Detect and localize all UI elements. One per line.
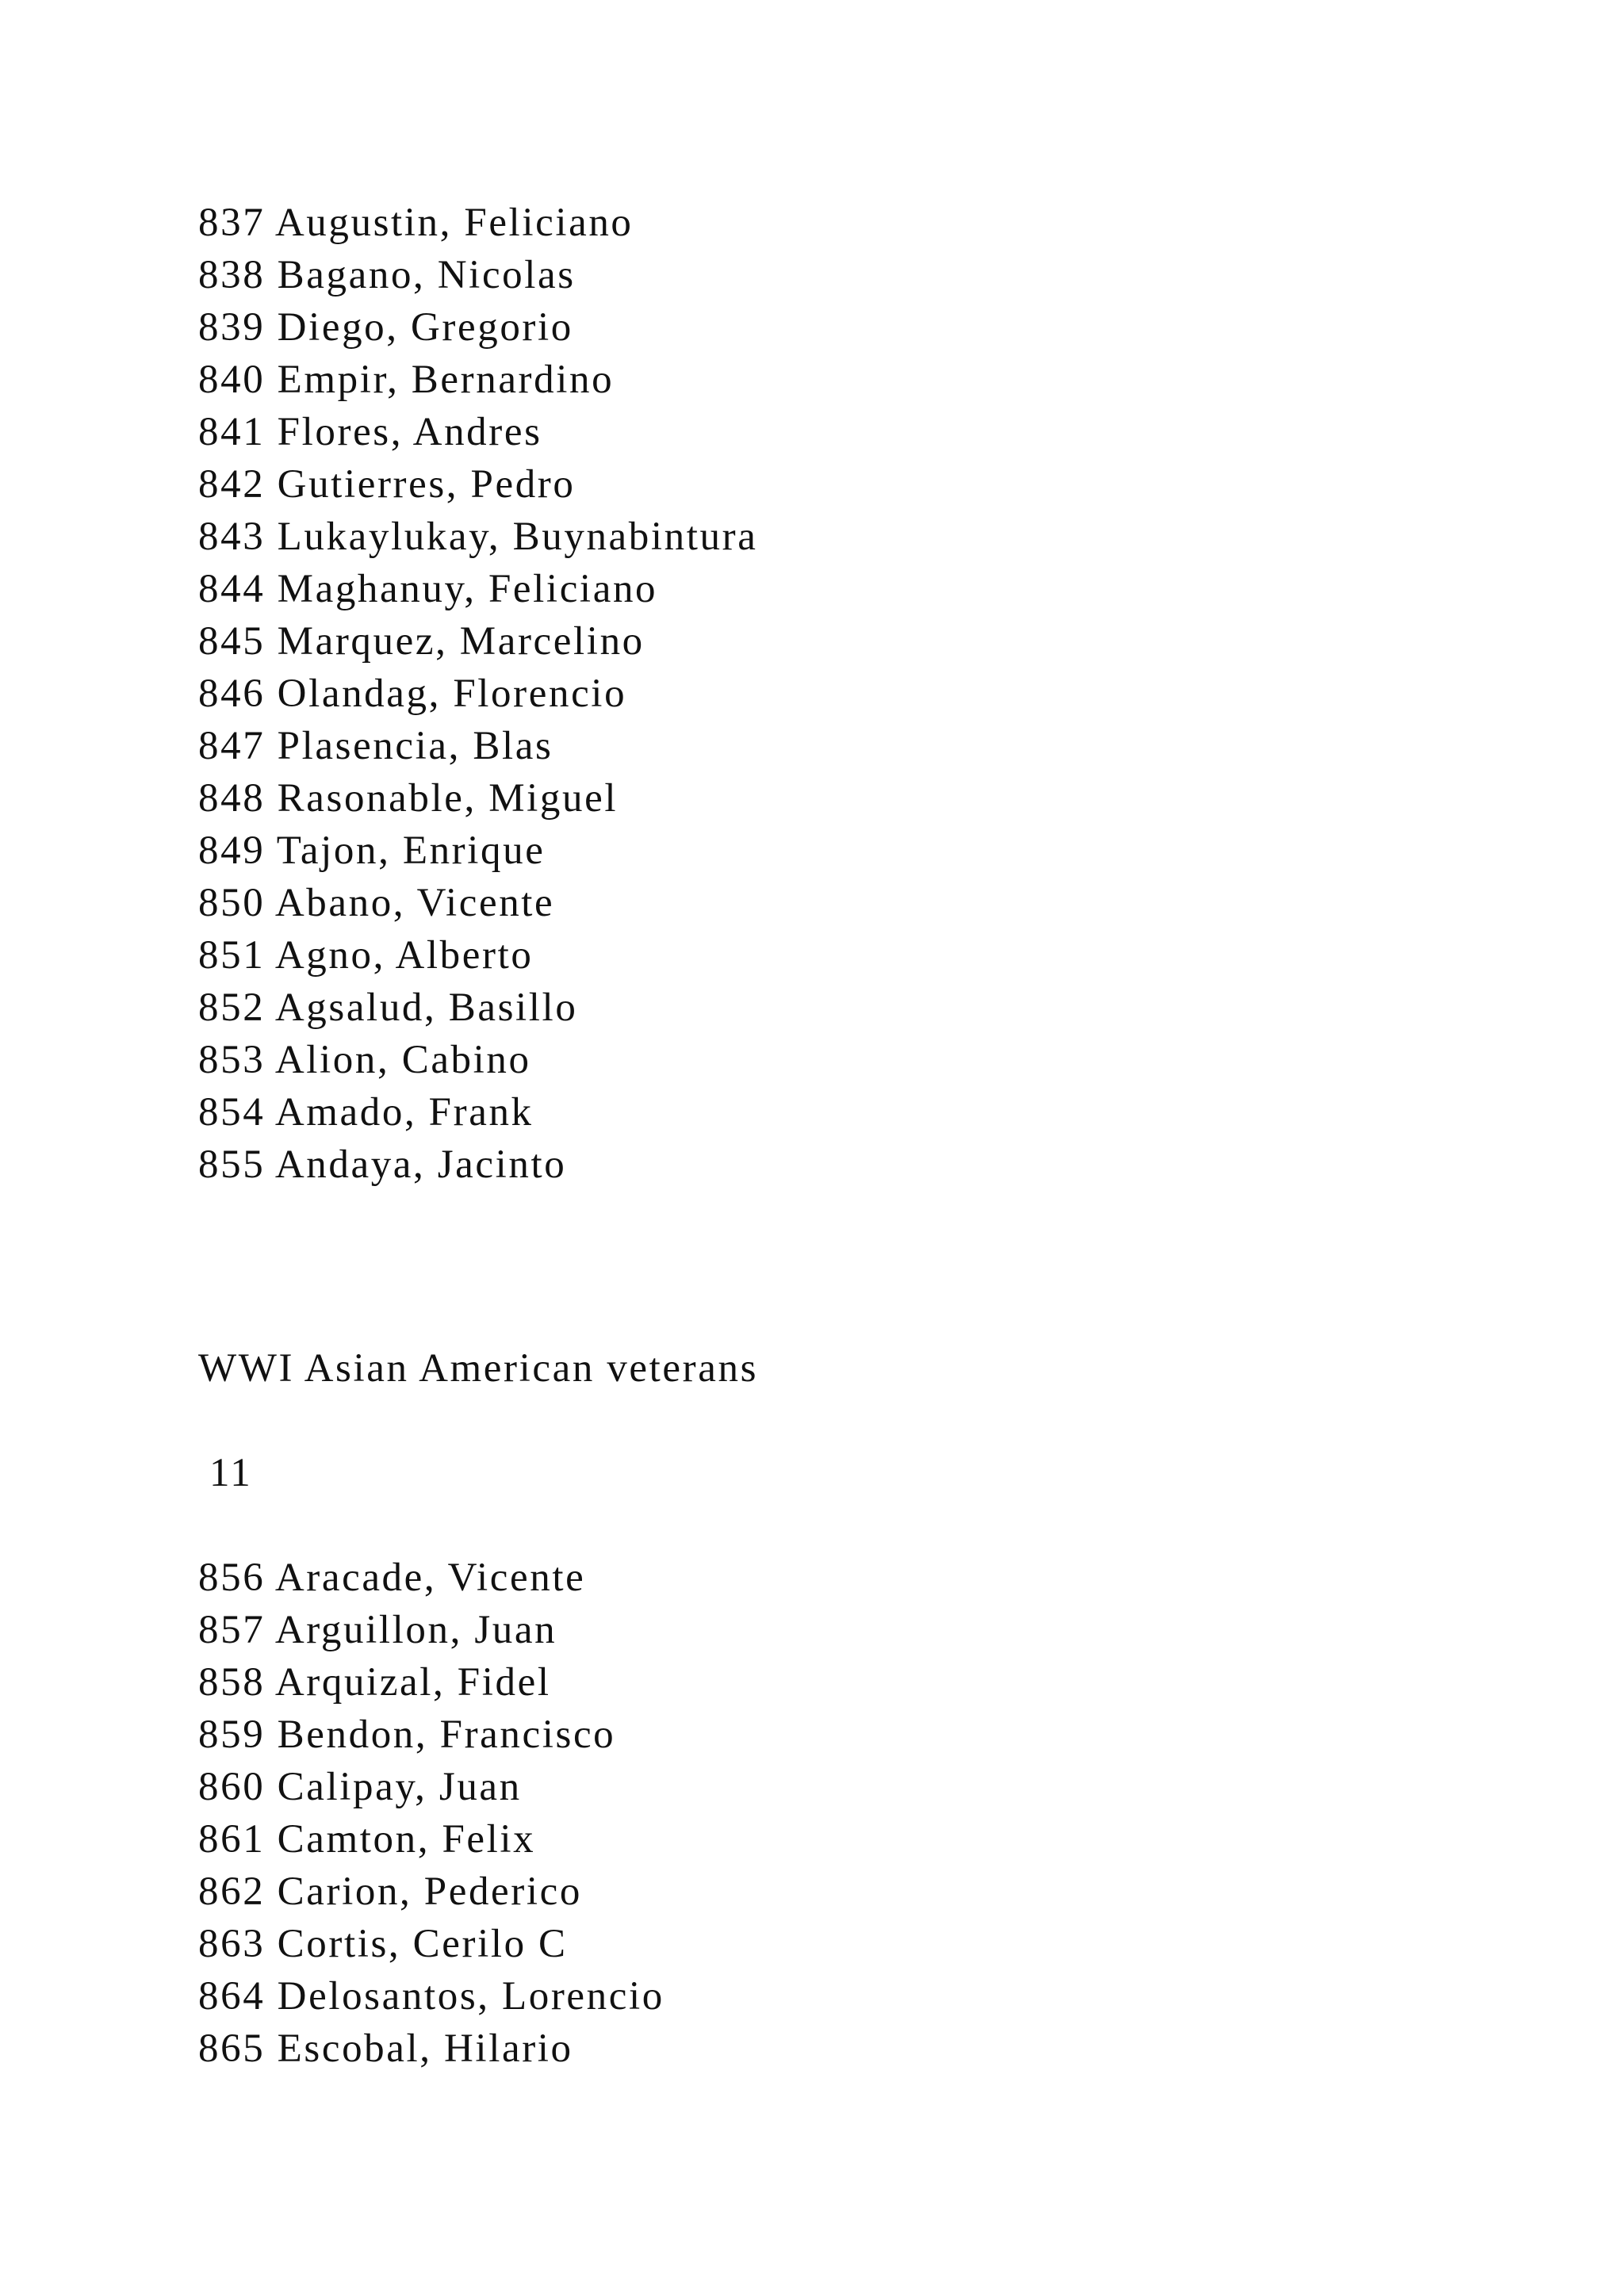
list-item: 843 Lukaylukay, Buynabintura [198, 515, 758, 559]
list-item: 863 Cortis, Cerilo C [198, 1922, 568, 1966]
list-item: 845 Marquez, Marcelino [198, 619, 645, 664]
list-item: 864 Delosantos, Lorencio [198, 1974, 665, 2019]
list-item: 853 Alion, Cabino [198, 1038, 531, 1082]
veteran-list-second [198, 1552, 665, 2075]
list-item: 844 Maghanuy, Feliciano [198, 567, 658, 611]
list-item: 862 Carion, Pederico [198, 1869, 582, 1914]
list-item: 865 Escobal, Hilario [198, 2026, 573, 2071]
list-item: 854 Amado, Frank [198, 1090, 534, 1135]
list-item: 850 Abano, Vicente [198, 881, 555, 925]
page-number: 11 [209, 1451, 253, 1495]
veteran-list-first [198, 197, 757, 1191]
list-item: 841 Flores, Andres [198, 410, 542, 454]
list-item: 837 Augustin, Feliciano [198, 201, 634, 245]
list-item: 839 Diego, Gregorio [198, 305, 573, 350]
list-item: 840 Empir, Bernardino [198, 358, 615, 402]
running-header: WWI Asian American veterans [198, 1346, 759, 1391]
list-item: 858 Arquizal, Fidel [198, 1660, 551, 1705]
list-item: 859 Bendon, Francisco [198, 1712, 616, 1757]
list-item: 847 Plasencia, Blas [198, 724, 553, 768]
list-item: 838 Bagano, Nicolas [198, 253, 576, 297]
list-item: 851 Agno, Alberto [198, 933, 534, 978]
list-item: 861 Camton, Felix [198, 1817, 536, 1862]
list-item: 857 Arguillon, Juan [198, 1608, 557, 1652]
list-item: 860 Calipay, Juan [198, 1765, 522, 1809]
list-item: 856 Aracade, Vicente [198, 1556, 586, 1600]
list-item: 842 Gutierres, Pedro [198, 462, 576, 507]
list-item: 855 Andaya, Jacinto [198, 1142, 567, 1187]
list-item: 852 Agsalud, Basillo [198, 985, 578, 1030]
list-item: 849 Tajon, Enrique [198, 828, 546, 873]
list-item: 848 Rasonable, Miguel [198, 776, 619, 821]
list-item: 846 Olandag, Florencio [198, 672, 627, 716]
